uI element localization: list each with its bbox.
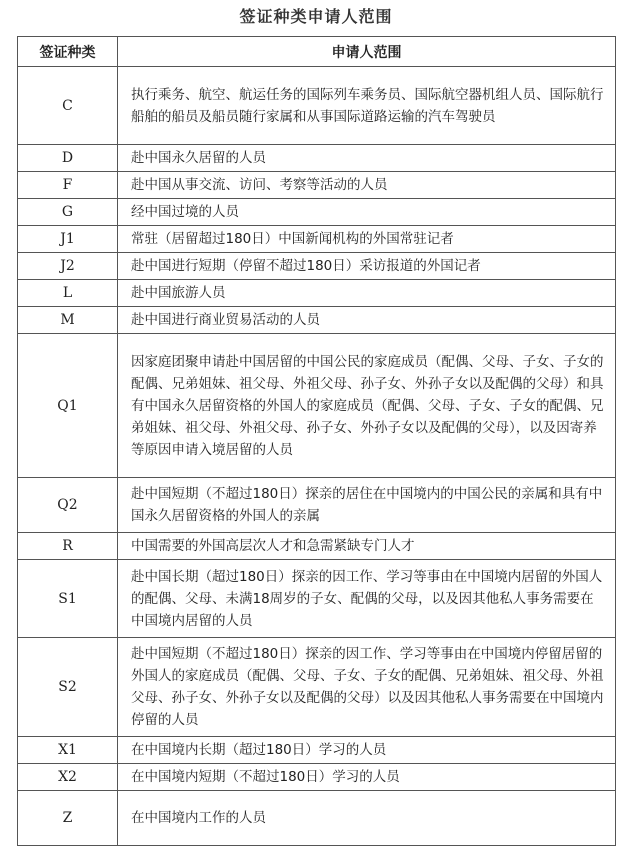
table-row	[18, 791, 616, 846]
applicant-scope-cell: 赴中国永久居留的人员	[118, 145, 616, 172]
applicant-scope-cell: 因家庭团聚申请赴中国居留的中国公民的家庭成员（配偶、父母、子女、子女的配偶、兄弟姐妹、祖父母、外祖父母、孙子女、外孙子女以及配偶的父母）和具有中国永久居留资格的外国人的家庭成员（配偶、父母、子女、子女的配偶、兄弟姐妹、祖父母、外祖父母、孙子女、外孙子女以及配偶的父母），以及因寄养等原因申请入境居留的人员	[118, 334, 616, 478]
applicant-scope-cell: 赴中国从事交流、访问、考察等活动的人员	[118, 172, 616, 199]
applicant-scope-cell: 赴中国进行商业贸易活动的人员	[118, 307, 616, 334]
table-row	[18, 638, 616, 737]
applicant-scope-cell: 经中国过境的人员	[118, 199, 616, 226]
applicant-scope-cell: 赴中国短期（不超过180日）探亲的因工作、学习等事由在中国境内停留居留的外国人的家庭成员（配偶、父母、子女、子女的配偶、兄弟姐妹、祖父母、外祖父母、孙子女、外孙子女以及配偶的父母）以及因其他私人事务需要在中国境内停留的人员	[118, 638, 616, 737]
table-row	[18, 533, 616, 560]
visa-type-cell: Z	[18, 791, 118, 846]
applicant-scope-cell: 中国需要的外国高层次人才和急需紧缺专门人才	[118, 533, 616, 560]
applicant-scope-cell: 在中国境内短期（不超过180日）学习的人员	[118, 764, 616, 791]
applicant-scope-cell: 赴中国短期（不超过180日）探亲的居住在中国境内的中国公民的亲属和具有中国永久居留资格的外国人的亲属	[118, 478, 616, 533]
table-row	[18, 145, 616, 172]
table-row	[18, 226, 616, 253]
visa-type-table	[17, 36, 616, 846]
table-row	[18, 334, 616, 478]
table-row	[18, 307, 616, 334]
visa-type-cell: J2	[18, 253, 118, 280]
table-row	[18, 560, 616, 638]
visa-type-cell: X2	[18, 764, 118, 791]
table-row	[18, 253, 616, 280]
applicant-scope-cell: 在中国境内长期（超过180日）学习的人员	[118, 737, 616, 764]
visa-type-cell: Q1	[18, 334, 118, 478]
applicant-scope-cell: 在中国境内工作的人员	[118, 791, 616, 846]
table-row	[18, 764, 616, 791]
visa-type-cell: J1	[18, 226, 118, 253]
visa-type-cell: S1	[18, 560, 118, 638]
table-row	[18, 67, 616, 145]
visa-type-cell: C	[18, 67, 118, 145]
column-header-applicant-scope: 申请人范围	[118, 37, 616, 67]
visa-type-cell: R	[18, 533, 118, 560]
visa-type-cell: L	[18, 280, 118, 307]
visa-type-cell: Q2	[18, 478, 118, 533]
visa-type-cell: S2	[18, 638, 118, 737]
visa-type-cell: X1	[18, 737, 118, 764]
visa-type-cell: F	[18, 172, 118, 199]
visa-type-cell: M	[18, 307, 118, 334]
visa-type-cell: G	[18, 199, 118, 226]
table-row	[18, 478, 616, 533]
column-header-visa-type: 签证种类	[18, 37, 118, 67]
visa-type-cell: D	[18, 145, 118, 172]
table-row	[18, 172, 616, 199]
applicant-scope-cell: 执行乘务、航空、航运任务的国际列车乘务员、国际航空器机组人员、国际航行船舶的船员及船员随行家属和从事国际道路运输的汽车驾驶员	[118, 67, 616, 145]
applicant-scope-cell: 赴中国长期（超过180日）探亲的因工作、学习等事由在中国境内居留的外国人的配偶、父母、未满18周岁的子女、配偶的父母，以及因其他私人事务需要在中国境内居留的人员	[118, 560, 616, 638]
table-row	[18, 199, 616, 226]
table-header-row	[18, 37, 616, 67]
applicant-scope-cell: 常驻（居留超过180日）中国新闻机构的外国常驻记者	[118, 226, 616, 253]
page-title: 签证种类申请人范围	[239, 7, 393, 26]
table-row	[18, 737, 616, 764]
table-row	[18, 280, 616, 307]
applicant-scope-cell: 赴中国进行短期（停留不超过180日）采访报道的外国记者	[118, 253, 616, 280]
applicant-scope-cell: 赴中国旅游人员	[118, 280, 616, 307]
